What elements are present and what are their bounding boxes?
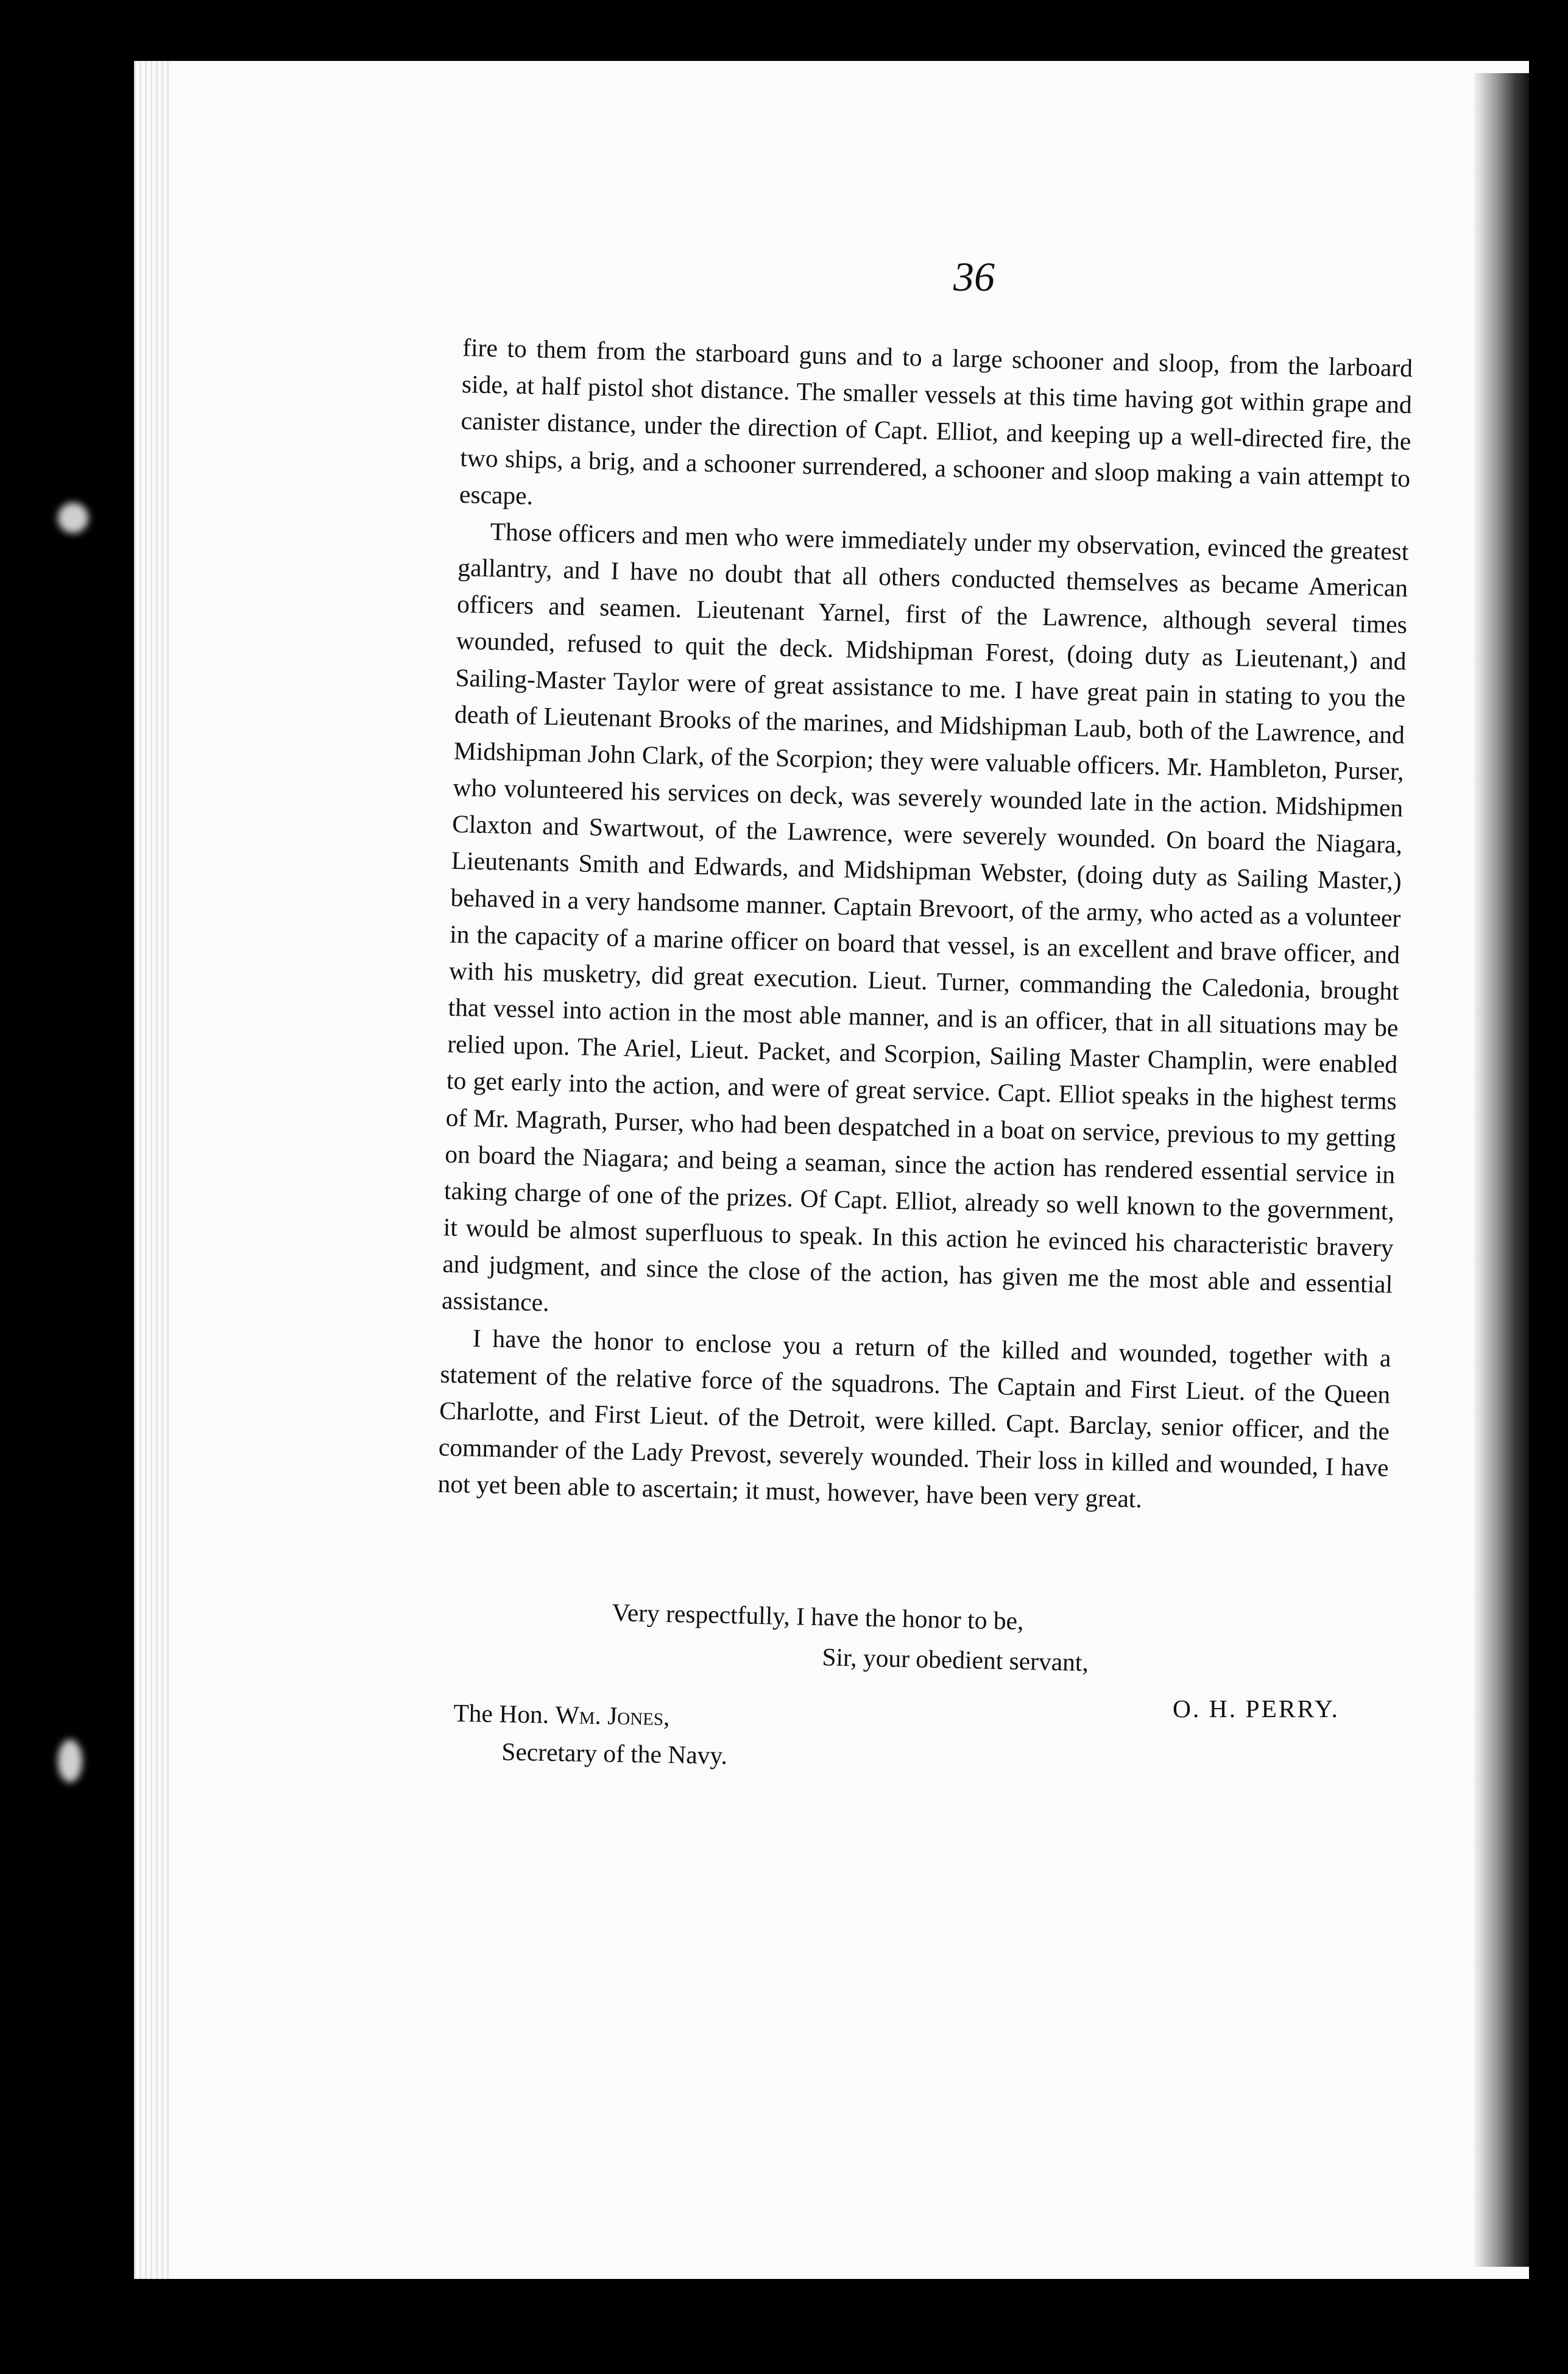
scan-blot bbox=[58, 503, 88, 533]
closing-line: Very respectfully, I have the honor to be, bbox=[612, 1598, 1024, 1635]
letter-body bbox=[437, 329, 1413, 1523]
signature: O. H. PERRY. bbox=[1173, 1695, 1340, 1723]
addressee-block bbox=[453, 1694, 729, 1774]
addressee-name: Wm. Jones, bbox=[555, 1700, 670, 1731]
page-edge-stack bbox=[134, 61, 171, 2279]
page-number: 36 bbox=[953, 253, 995, 300]
scan-blot bbox=[58, 1740, 82, 1782]
addressee-title: Secretary of the Navy. bbox=[501, 1737, 728, 1770]
addressee-prefix: The Hon. bbox=[453, 1698, 549, 1729]
paragraph: I have the honor to enclose you a return of the killed and wounded, together with a statement of the relative force of the squadrons. The Captain and First Lieut. of the Queen Charlotte, and First Lieut. of the Detroit, were killed. Capt. Barclay, senior officer, and the commander of the Lady Prevost, severely wounded. Their loss in killed and wounded, I have not yet been able to ascertain; it must, however, have been very great. bbox=[437, 1323, 1392, 1514]
binding-shadow bbox=[1474, 73, 1529, 2267]
paragraph: Those officers and men who were immediately under my observation, evinced the greatest gallantry, and I have no doubt that all others conducted themselves as became American officers and seamen. Lieutenant Yarnel, first of the Lawrence, although several times wounded, refused to quit the deck. Midshipman Forest, (doing duty as Lieutenant,) and Sailing-Master Taylor were of great assistance to me. I have great pain in stating to you the death of Lieutenant Brooks of the marines, and Midshipman Laub, both of the Lawrence, and Midshipman John Clark, of the Scorpion; they were valuable officers. Mr. Hambleton, Purser, who volunteered his services on deck, was severely wounded late in the action. Midshipmen Claxton and Swartwout, of the Lawrence, were severely wounded. On board the Niagara, Lieutenants Smith and Edwards, and Midshipman Webster, (doing duty as Sailing Master,) behaved in a very handsome manner. Captain Brevoort, of the army, who acted as a volunteer in the capacity of a marine officer on board that vessel, is an excellent and brave officer, and with his musketry, did great execution. Lieut. Turner, commanding the Caledonia, brought that vessel into action in the most able manner, and is an officer, that in all situations may be relied upon. The Ariel, Lieut. Packet, and Scorpion, Sailing Master Champlin, were enabled to get early into the action, and were of great service. Capt. Elliot speaks in the highest terms of Mr. Magrath, Purser, who had been despatched in a boat on service, previous to my getting on board the Niagara; and being a seaman, since the action has rendered essential service in taking charge of one of the prizes. Of Capt. Elliot, already so well known to the government, it would be almost superfluous to speak. In this action he evinced his characteristic bravery and judgment, and since the close of the action, has given me the most able and essential assistance. bbox=[441, 517, 1409, 1317]
closing-line: Sir, your obedient servant, bbox=[822, 1642, 1089, 1677]
addressee-line bbox=[453, 1694, 729, 1737]
paragraph: fire to them from the starboard guns and to a large schooner and sloop, from the larboard side, at half pistol shot distance. The smaller vessels at this time having got within grape and canister distance, under the direction of Capt. Elliot, and keeping up a well-directed fire, the two ships, a brig, and a schooner surrendered, a schooner and sloop making a vain attempt to escape. bbox=[459, 333, 1413, 510]
